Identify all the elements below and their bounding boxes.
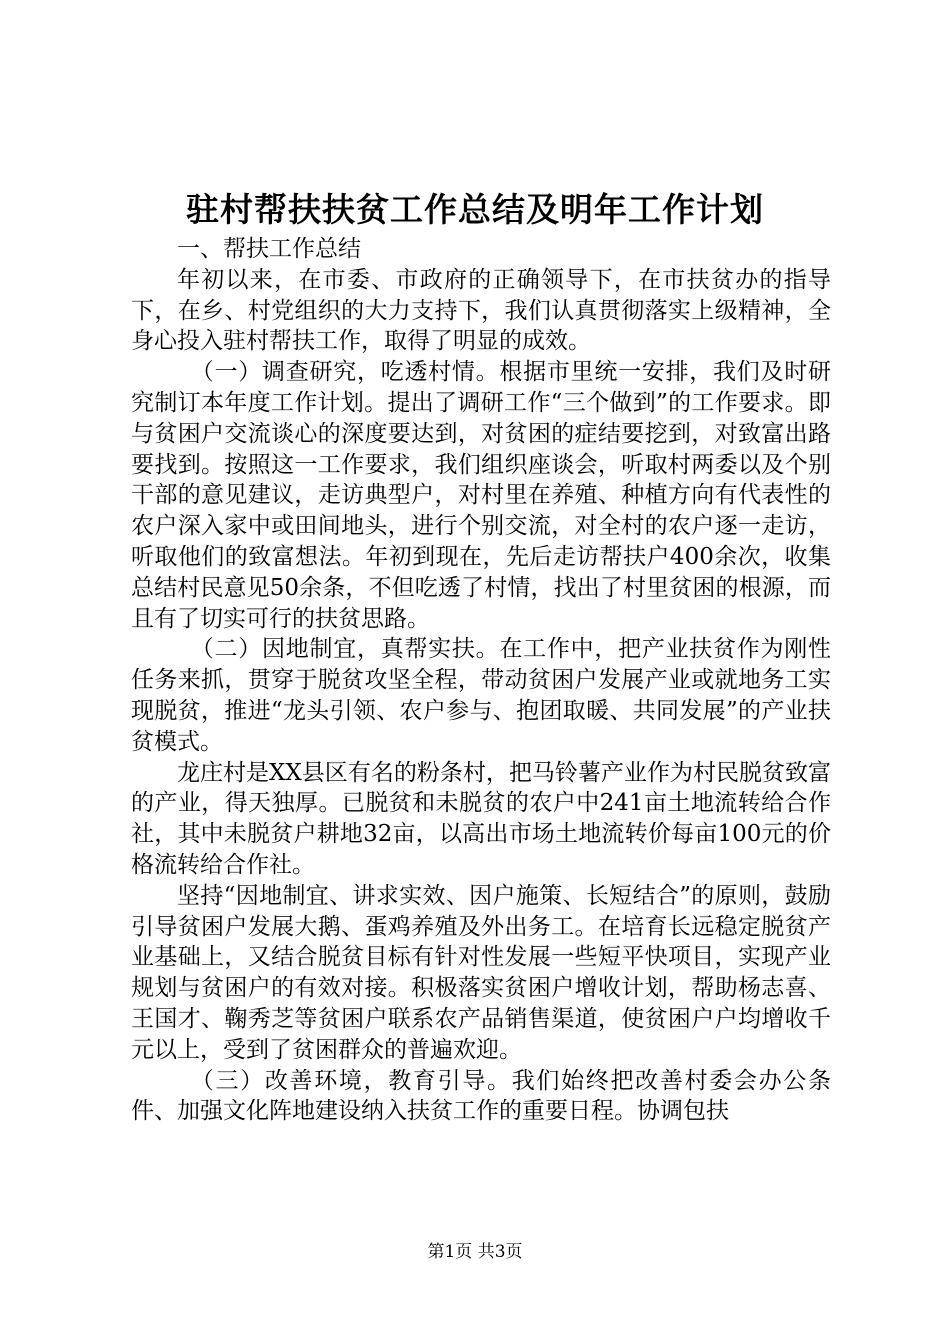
- section-heading: 一、帮扶工作总结: [177, 236, 361, 262]
- paragraph: （三）改善环境，教育引导。我们始终把改善村委会办公条件、加强文化阵地建设纳入扶贫工作的重要日程。协调包扶: [131, 1067, 831, 1125]
- paragraph: 年初以来，在市委、市政府的正确领导下，在市扶贫办的指导下，在乡、村党组织的大力支持下，我们认真贯彻落实上级精神，全身心投入驻村帮扶工作，取得了明显的成效。: [131, 266, 831, 355]
- paragraph: 坚持“因地制宜、讲求实效、因户施策、长短结合”的原则，鼓励引导贫困户发展大鹅、蛋鸡养殖及外出务工。在培育长远稳定脱贫产业基础上，又结合脱贫目标有针对性发展一些短平快项目，实现产业规划与贫困户的有效对接。积极落实贫困户增收计划，帮助杨志喜、王国才、鞠秀芝等贫困户联系农产品销售渠道，使贫困户户均增收千元以上，受到了贫困群众的普遍欢迎。: [131, 882, 831, 1063]
- document-body: [131, 234, 831, 1127]
- paragraph: （二）因地制宜，真帮实扶。在工作中，把产业扶贫作为刚性任务来抓，贯穿于脱贫攻坚全程，带动贫困户发展产业或就地务工实现脱贫，推进“龙头引领、农户参与、抱团取暖、共同发展”的产业扶贫模式。: [131, 636, 831, 755]
- paragraph: 龙庄村是XX县区有名的粉条村，把马铃薯产业作为村民脱贫致富的产业，得天独厚。已脱贫和未脱贫的农户中241亩土地流转给合作社，其中未脱贫户耕地32亩，以高出市场土地流转价每亩100元的价格流转给合作社。: [131, 759, 831, 878]
- page-footer: 第1页 共3页: [427, 1242, 523, 1262]
- paragraph: （一）调查研究，吃透村情。根据市里统一安排，我们及时研究制订本年度工作计划。提出了调研工作“三个做到”的工作要求。即与贫困户交流谈心的深度要达到，对贫困的症结要挖到，对致富出路要找到。按照这一工作要求，我们组织座谈会，听取村两委以及个别干部的意见建议，走访典型户，对村里在养殖、种植方向有代表性的农户深入家中或田间地头，进行个别交流，对全村的农户逐一走访，听取他们的致富想法。年初到现在，先后走访帮扶户400余次，收集总结村民意见50余条，不但吃透了村情，找出了村里贫困的根源，而且有了切实可行的扶贫思路。: [131, 359, 831, 632]
- document-title: 驻村帮扶扶贫工作总结及明年工作计划: [186, 190, 764, 229]
